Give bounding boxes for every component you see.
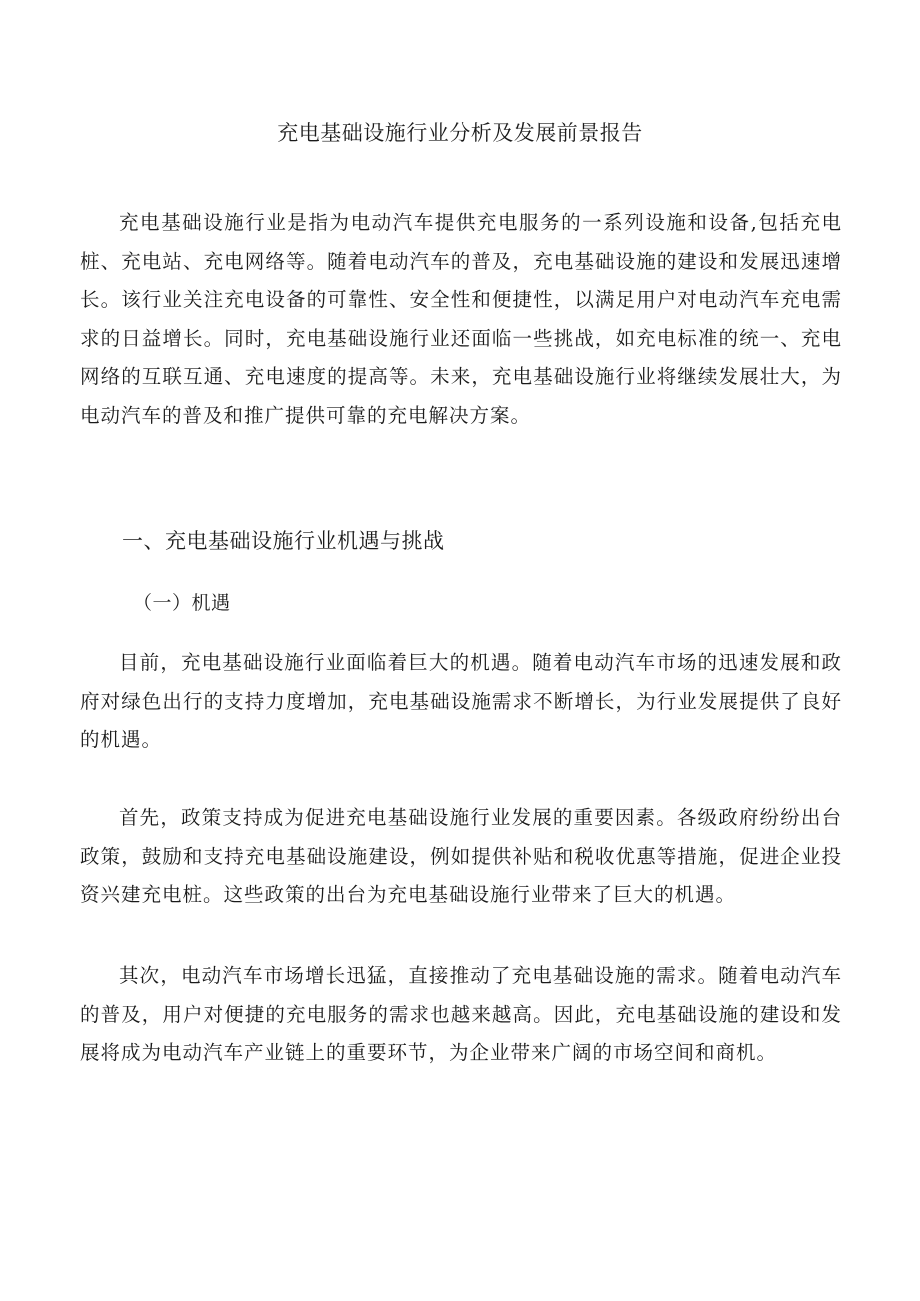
section-heading: 一、充电基础设施行业机遇与挑战 xyxy=(122,529,445,553)
body-paragraph: 目前，充电基础设施行业面临着巨大的机遇。随着电动汽车市场的迅速发展和政府对绿色出行的支持力度增加，充电基础设施需求不断增长，为行业发展提供了良好的机遇。 xyxy=(80,651,842,751)
body-paragraph: 其次，电动汽车市场增长迅猛，直接推动了充电基础设施的需求。随着电动汽车的普及，用户对便捷的充电服务的需求也越来越高。因此，充电基础设施的建设和发展将成为电动汽车产业链上的重要环节，为企业带来广阔的市场空间和商机。 xyxy=(80,964,842,1064)
document-title: 充电基础设施行业分析及发展前景报告 xyxy=(277,121,643,145)
subsection-heading: （一）机遇 xyxy=(133,592,231,614)
body-paragraph: 首先，政策支持成为促进充电基础设施行业发展的重要因素。各级政府纷纷出台政策，鼓励和支持充电基础设施建设，例如提供补贴和税收优惠等措施，促进企业投资兴建充电桩。这些政策的出台为充电基础设施行业带来了巨大的机遇。 xyxy=(80,806,842,906)
intro-paragraph: 充电基础设施行业是指为电动汽车提供充电服务的一系列设施和设备,包括充电桩、充电站、充电网络等。随着电动汽车的普及，充电基础设施的建设和发展迅速增长。该行业关注充电设备的可靠性、安全性和便捷性，以满足用户对电动汽车充电需求的日益增长。同时，充电基础设施行业还面临一些挑战，如充电标准的统一、充电网络的互联互通、充电速度的提高等。未来，充电基础设施行业将继续发展壮大，为电动汽车的普及和推广提供可靠的充电解决方案。 xyxy=(80,211,842,427)
